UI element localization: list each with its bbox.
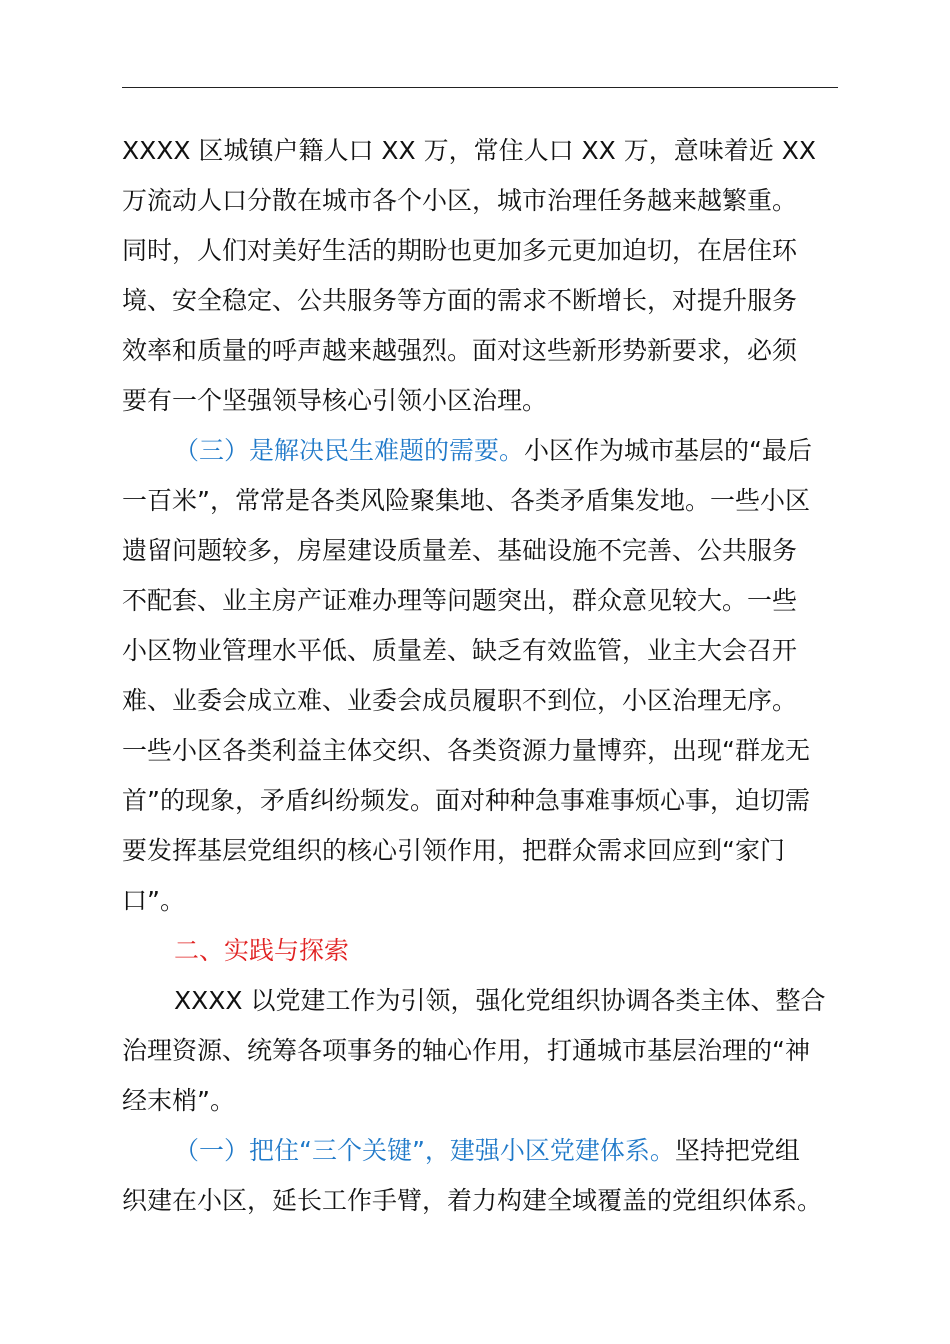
text-line: 要有一个坚强领导核心引领小区治理。	[122, 386, 548, 415]
text-line: 一些小区各类利益主体交织、各类资源力量博弈，出现“群龙无	[122, 736, 810, 765]
subheading-three: （三）是解决民生难题的需要。	[174, 436, 525, 465]
text-line: 口”。	[122, 886, 185, 915]
document-body	[122, 126, 838, 1226]
text-line: 同时，人们对美好生活的期盼也更加多元更加迫切，在居住环	[122, 236, 798, 265]
paragraph-population	[122, 126, 838, 426]
text-line	[122, 1126, 838, 1176]
paragraph-key-points	[122, 1126, 838, 1226]
text-line: 境、安全稳定、公共服务等方面的需求不断增长，对提升服务	[122, 286, 798, 315]
subheading-one: （一）把住“三个关键”，建强小区党建体系。	[174, 1136, 675, 1165]
section-heading: 二、实践与探索	[174, 936, 350, 965]
text-fragment: 坚持把党组	[674, 1136, 800, 1165]
text-line: 不配套、业主房产证难办理等问题突出，群众意见较大。一些	[122, 586, 798, 615]
text-line: 一百米”，常常是各类风险聚集地、各类矛盾集发地。一些小区	[122, 486, 810, 515]
text-line	[122, 426, 838, 476]
text-line: 织建在小区，延长工作手臂，着力构建全域覆盖的党组织体系。	[122, 1186, 823, 1215]
text-line: 效率和质量的呼声越来越强烈。面对这些新形势新要求，必须	[122, 336, 798, 365]
paragraph-practice	[122, 976, 838, 1126]
section-heading-block	[122, 926, 838, 976]
paragraph-livelihood	[122, 426, 838, 926]
text-line: 经末梢”。	[122, 1086, 235, 1115]
text-line: XXXX 区城镇户籍人口 XX 万，常住人口 XX 万，意味着近 XX	[122, 136, 816, 165]
text-line: 治理资源、统筹各项事务的轴心作用，打通城市基层治理的“神	[122, 1036, 810, 1065]
text-line: 万流动人口分散在城市各个小区，城市治理任务越来越繁重。	[122, 186, 798, 215]
text-line: 小区物业管理水平低、质量差、缺乏有效监管，业主大会召开	[122, 636, 798, 665]
header-rule	[122, 87, 838, 88]
text-fragment: 小区作为城市基层的“最后	[524, 436, 812, 465]
text-line: 首”的现象，矛盾纠纷频发。面对种种急事难事烦心事，迫切需	[122, 786, 810, 815]
text-line: 要发挥基层党组织的核心引领作用，把群众需求回应到“家门	[122, 836, 785, 865]
text-line: XXXX 以党建工作为引领，强化党组织协调各类主体、整合	[174, 986, 826, 1015]
text-line: 遗留问题较多，房屋建设质量差、基础设施不完善、公共服务	[122, 536, 798, 565]
text-line: 难、业委会成立难、业委会成员履职不到位，小区治理无序。	[122, 686, 798, 715]
